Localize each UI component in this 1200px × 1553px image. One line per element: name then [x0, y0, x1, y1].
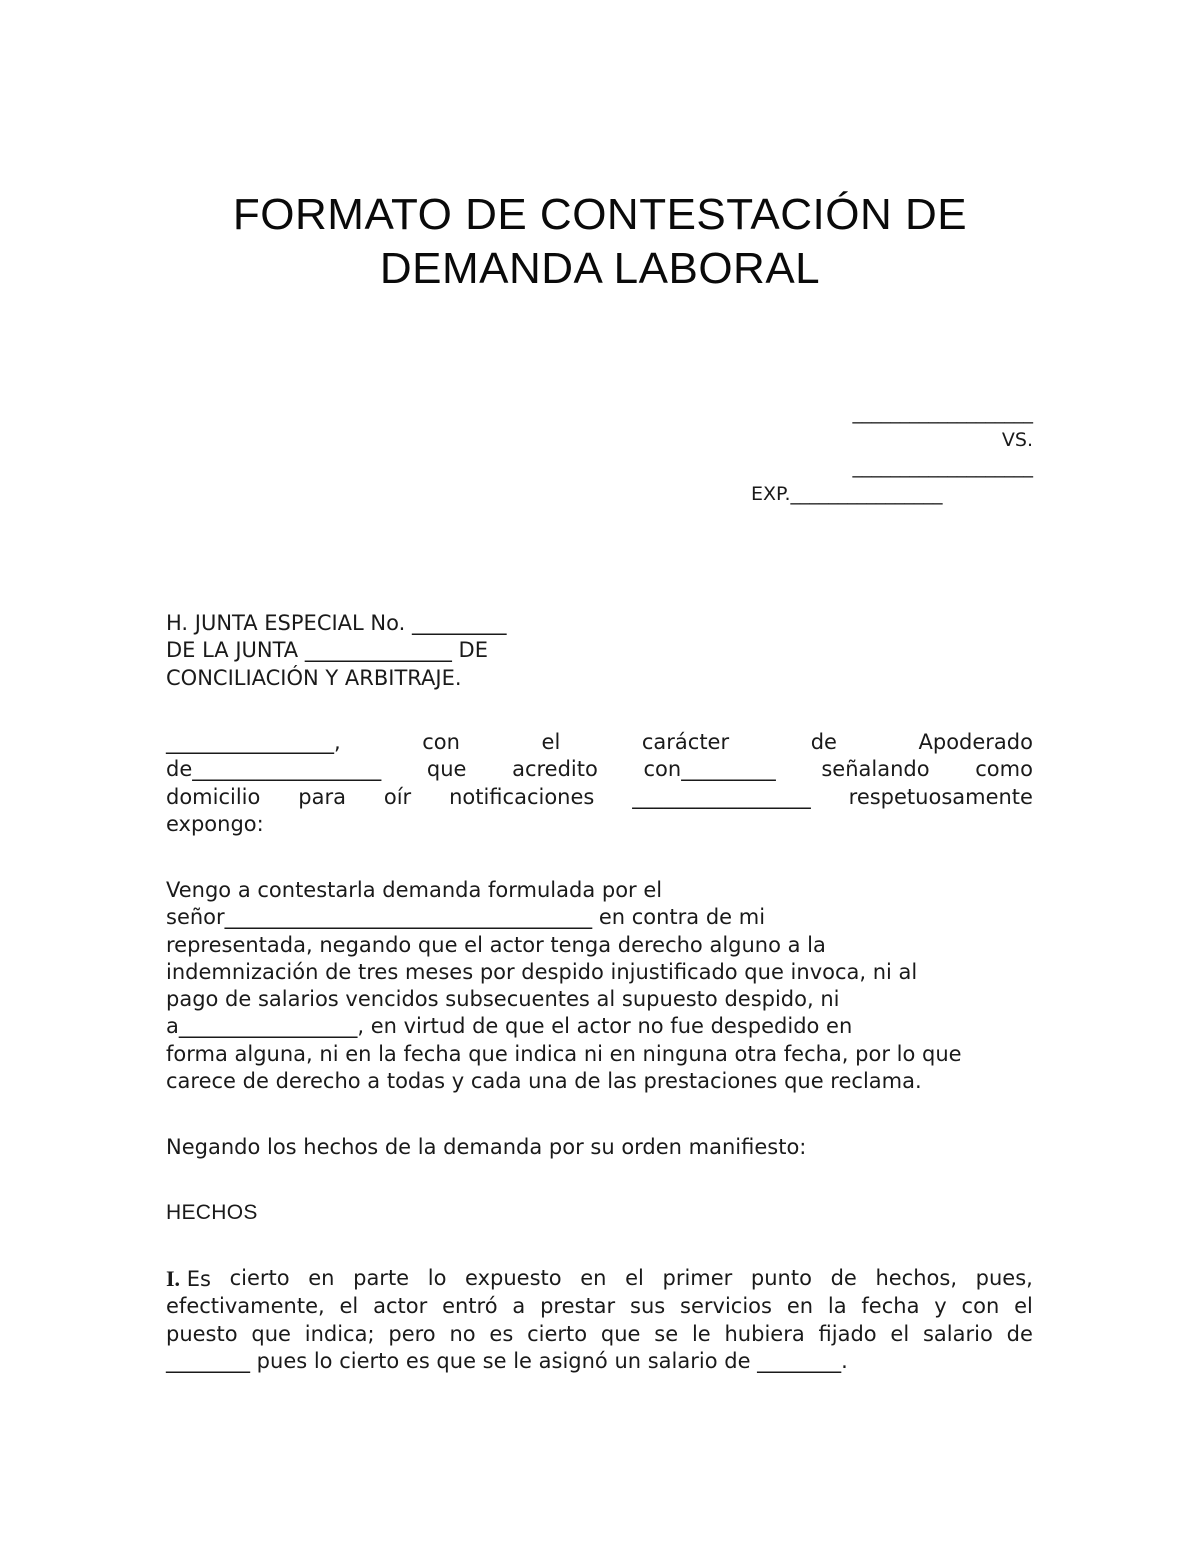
hecho-1-line-1-word: lo: [427, 1266, 447, 1290]
hecho-1-line-2-word: fecha: [861, 1294, 920, 1319]
intro-line-1-word: de: [810, 730, 837, 754]
intro-line-2-word: señalando: [821, 757, 930, 782]
answer-line-6: a_________________, en virtud de que el actor no fue despedido en: [166, 1014, 853, 1039]
hecho-1-line-1-word: expuesto: [465, 1266, 562, 1290]
intro-line-3-word: oír: [383, 784, 412, 809]
hecho-1-line-2-word: actor: [373, 1294, 428, 1319]
hecho-1-line-3-word: de: [1006, 1321, 1033, 1346]
hecho-1-line-1-word: de: [830, 1266, 857, 1290]
denial-paragraph: Negando los hechos de la demanda por su orden manifiesto:: [166, 1135, 807, 1159]
intro-line-1: [166, 729, 1033, 756]
intro-line-1-word: con: [422, 730, 460, 754]
intro-line-1-word: ________________,: [166, 730, 341, 754]
intro-line-3: [166, 784, 1033, 811]
intro-line-3-word: _________________: [632, 784, 811, 809]
hecho-1-line-3-word: cierto: [527, 1321, 588, 1346]
hecho-1-line-3-word: salario: [922, 1321, 993, 1346]
hecho-1-line-2-word: con: [961, 1294, 1000, 1319]
hecho-1-line-2-word: el: [339, 1294, 359, 1319]
hecho-1-line-3-word: que: [600, 1321, 641, 1346]
hecho-1-line-2-word: entró: [442, 1294, 498, 1319]
hecho-1-line-4: ________ pues lo cierto es que se le asignó un salario de ________.: [166, 1348, 848, 1373]
hecho-1-line-3-word: el: [890, 1321, 910, 1346]
answer-line-4: indemnización de tres meses por despido injustificado que invoca, ni al: [166, 959, 918, 984]
hecho-1-line-2-word: servicios: [680, 1294, 772, 1319]
answer-line-3: representada, negando que el actor tenga derecho alguno a la: [166, 932, 826, 957]
hecho-1-line-3-word: que: [251, 1321, 291, 1346]
hecho-1-line-1-word: pues,: [975, 1266, 1033, 1290]
plaintiff-blank: ___________________: [852, 402, 1033, 424]
hecho-1-line-3-word: pero: [388, 1321, 436, 1346]
hecho-1-line-3-word: le: [691, 1321, 711, 1346]
answer-paragraph: [166, 877, 1033, 1095]
answer-line-5: pago de salarios vencidos subsecuentes al supuesto despido, ni: [166, 987, 840, 1012]
case-caption: [745, 400, 1033, 508]
hecho-1-line-3-word: puesto: [166, 1321, 238, 1346]
hecho-1-line-2: [166, 1293, 1033, 1320]
intro-paragraph: [166, 729, 1033, 838]
intro-line-2: [166, 756, 1033, 783]
hecho-1-line-2-word: y: [934, 1294, 947, 1319]
hecho-1-line-1-word: cierto: [229, 1266, 290, 1290]
title-line-1: FORMATO DE CONTESTACIÓN DE: [232, 190, 968, 239]
hecho-1-line-2-word: sus: [630, 1294, 666, 1319]
answer-line-2: señor___________________________________ en contra de mi: [166, 905, 766, 930]
intro-line-2-word: como: [975, 757, 1033, 782]
hecho-1-line-2-word: efectivamente,: [166, 1294, 325, 1319]
defendant-blank: ___________________: [852, 456, 1033, 478]
hecho-1-line-2-word: la: [827, 1294, 847, 1319]
addressee-line-1: H. JUNTA ESPECIAL No. _________: [166, 611, 507, 635]
intro-line-3-word: domicilio: [166, 784, 261, 809]
answer-line-8: carece de derecho a todas y cada una de las prestaciones que reclama.: [166, 1069, 922, 1094]
hecho-1-line-1-word: Es: [186, 1267, 211, 1291]
hecho-1-line-1-word: parte: [353, 1266, 410, 1290]
hecho-1-line-2-word: el: [1014, 1294, 1033, 1319]
hecho-1-numeral: I.: [166, 1266, 181, 1291]
hecho-1-line-3-word: se: [654, 1321, 679, 1346]
intro-line-3-word: para: [298, 784, 346, 809]
hecho-1-line-3-word: no: [449, 1321, 476, 1346]
hecho-1-line-3-word: hubiera: [724, 1321, 805, 1346]
intro-line-1-word: el: [541, 730, 561, 754]
hecho-1-paragraph: [166, 1265, 1033, 1375]
hecho-1-line-2-word: prestar: [540, 1294, 616, 1319]
hecho-1-line-1-word: hechos,: [875, 1266, 958, 1290]
hecho-1-line-1-word: primer: [662, 1266, 733, 1290]
intro-line-3-word: notificaciones: [449, 784, 595, 809]
intro-line-2-word: acredito: [512, 757, 598, 782]
hecho-1-line-1-word: en: [308, 1266, 335, 1290]
hecho-1-line-1-word: punto: [750, 1266, 812, 1290]
hecho-1-line-2-word: en: [786, 1294, 814, 1319]
title-line-2: DEMANDA LABORAL: [379, 244, 821, 293]
intro-line-2-word: con_________: [643, 757, 776, 782]
hecho-1-line-1: [166, 1265, 1033, 1293]
intro-line-4: expongo:: [166, 811, 264, 836]
answer-line-1: Vengo a contestarla demanda formulada por el: [166, 878, 663, 902]
file-number: EXP.________________: [751, 483, 943, 505]
intro-line-1-word: carácter: [641, 730, 730, 754]
hecho-1-line-3-word: indica;: [304, 1321, 375, 1346]
intro-line-1-word: Apoderado: [918, 730, 1033, 754]
intro-line-3-word: respetuosamente: [848, 784, 1033, 809]
hecho-1-line-3-word: fijado: [818, 1321, 877, 1346]
answer-line-7: forma alguna, ni en la fecha que indica ni en ninguna otra fecha, por lo que: [166, 1041, 962, 1066]
intro-line-2-word: de__________________: [166, 757, 382, 782]
addressee-block: [166, 610, 1033, 692]
intro-line-2-word: que: [426, 757, 467, 782]
hecho-1-line-3: [166, 1321, 1033, 1348]
versus-label: VS.: [1001, 429, 1033, 451]
document-title: [150, 188, 1050, 296]
hechos-heading: HECHOS: [166, 1201, 258, 1224]
addressee-line-3: CONCILIACIÓN Y ARBITRAJE.: [166, 665, 462, 690]
addressee-line-2: DE LA JUNTA ______________ DE: [166, 638, 488, 663]
hecho-1-line-1-word: en: [580, 1266, 607, 1290]
hecho-1-line-2-word: a: [512, 1294, 526, 1319]
hecho-1-line-3-word: es: [489, 1321, 514, 1346]
hecho-1-lead: [166, 1265, 211, 1293]
hecho-1-line-1-word: el: [625, 1266, 644, 1290]
